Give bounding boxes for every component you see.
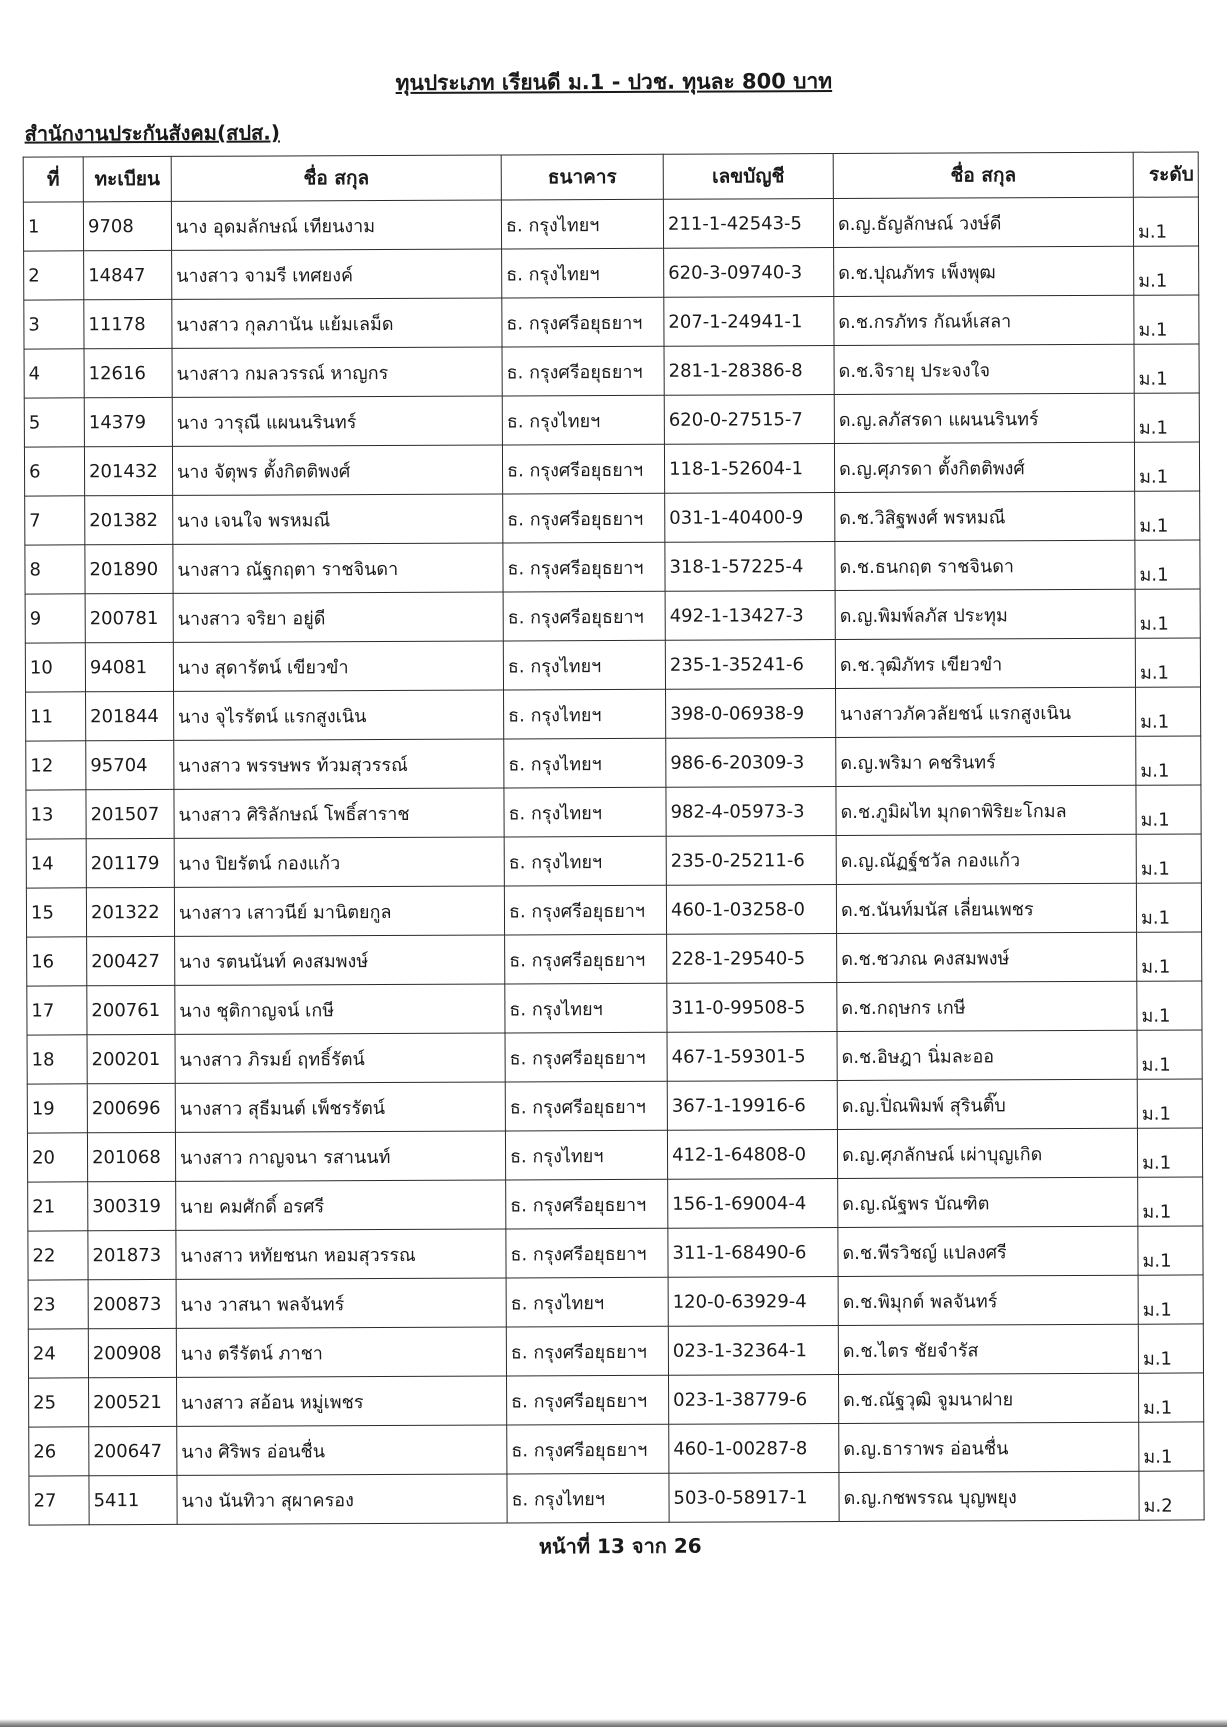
account-number-cell: 311-0-99508-5	[667, 983, 837, 1033]
bank-name-cell: ธ. กรุงศรีอยุธยาฯ	[506, 1179, 668, 1229]
table-row	[29, 1471, 1204, 1525]
table-row	[25, 638, 1200, 692]
bank-name-cell: ธ. กรุงไทยฯ	[506, 1277, 668, 1327]
row-number-cell: 1	[23, 202, 83, 251]
table-row	[24, 442, 1199, 496]
member-name-cell: นางสาว กุลภานัน แย้มเลม็ด	[172, 298, 502, 348]
member-name-cell: นาง ปิยรัตน์ กองแก้ว	[174, 837, 504, 887]
table-row	[24, 295, 1199, 349]
account-number-cell: 031-1-40400-9	[665, 493, 835, 543]
account-number-cell: 460-1-00287-8	[669, 1424, 839, 1474]
member-name-cell: นางสาว สอ้อน หมู่เพชร	[177, 1376, 507, 1426]
bank-name-cell: ธ. กรุงศรีอยุธยาฯ	[506, 1228, 668, 1278]
member-name-cell: นาง ตรีรัตน์ ภาชา	[176, 1327, 506, 1377]
table-row	[26, 834, 1201, 888]
student-name-cell: ด.ญ.ธาราพร อ่อนชื่น	[839, 1422, 1139, 1472]
row-number-cell: 17	[27, 986, 87, 1035]
registration-number-cell: 200761	[87, 985, 175, 1034]
row-number-cell: 24	[28, 1329, 88, 1378]
account-number-cell: 620-3-09740-3	[664, 248, 834, 298]
bank-name-cell: ธ. กรุงศรีอยุธยาฯ	[505, 934, 667, 984]
row-number-cell: 16	[27, 937, 87, 986]
registration-number-cell: 201890	[85, 544, 173, 593]
table-row	[29, 1422, 1204, 1476]
organization-heading: สำนักงานประกันสังคม(สปส.)	[24, 120, 281, 146]
registration-number-cell: 14379	[84, 397, 172, 446]
bank-name-cell: ธ. กรุงศรีอยุธยาฯ	[502, 444, 664, 494]
registration-number-cell: 201873	[88, 1230, 176, 1279]
member-name-cell: นาง นันทิวา สุผาครอง	[177, 1474, 507, 1524]
registration-number-cell: 9708	[83, 201, 171, 250]
member-name-cell: นางสาว เสาวนีย์ มานิตยกูล	[174, 886, 504, 936]
member-name-cell: นาง วารุณี แผนนรินทร์	[172, 396, 502, 446]
grade-level-cell: ม.1	[1133, 197, 1198, 246]
page-number-footer: หน้าที่ 13 จาก 26	[538, 1533, 702, 1559]
bank-name-cell: ธ. กรุงศรีอยุธยาฯ	[503, 591, 665, 641]
table-row	[26, 883, 1201, 937]
student-name-cell: ด.ช.ณัฐวุฒิ จูมนาฝาย	[838, 1373, 1138, 1423]
account-number-cell: 620-0-27515-7	[664, 395, 834, 445]
grade-level-cell: ม.1	[1135, 638, 1200, 687]
student-name-cell: ด.ช.วิสิฐพงศ์ พรหมณี	[835, 491, 1135, 541]
registration-number-cell: 201844	[86, 691, 174, 740]
member-name-cell: นาง อุดมลักษณ์ เทียนงาม	[171, 200, 501, 250]
account-number-cell: 281-1-28386-8	[664, 346, 834, 396]
account-number-cell: 207-1-24941-1	[664, 297, 834, 347]
member-name-cell: นาง เจนใจ พรหมณี	[173, 494, 503, 544]
member-name-cell: นางสาว จามรี เทศยงค์	[172, 249, 502, 299]
student-name-cell: ด.ช.จิรายุ ประจงใจ	[834, 344, 1134, 394]
table-row	[26, 736, 1201, 790]
bank-name-cell: ธ. กรุงไทยฯ	[503, 640, 665, 690]
table-row	[26, 687, 1201, 741]
member-name-cell: นาง จัตุพร ตั้งกิตติพงศ์	[172, 445, 502, 495]
member-name-cell: นาง รตนนันท์ คงสมพงษ์	[175, 935, 505, 985]
grade-level-cell: ม.1	[1137, 1079, 1202, 1128]
grade-level-cell: ม.1	[1135, 589, 1200, 638]
bank-name-cell: ธ. กรุงศรีอยุธยาฯ	[506, 1326, 668, 1376]
student-name-cell: ด.ญ.ลภัสรดา แผนนรินทร์	[834, 393, 1134, 443]
header-member-name: ชื่อ สกุล	[171, 155, 501, 201]
row-number-cell: 13	[26, 790, 86, 839]
registration-number-cell: 200521	[89, 1377, 177, 1426]
row-number-cell: 14	[26, 839, 86, 888]
header-student-name: ชื่อ สกุล	[833, 152, 1133, 198]
member-name-cell: นาง จุไรรัตน์ แรกสูงเนิน	[174, 690, 504, 740]
row-number-cell: 20	[27, 1133, 87, 1182]
student-name-cell: ด.ญ.ณัฐพร บัณฑิต	[838, 1177, 1138, 1227]
bank-name-cell: ธ. กรุงศรีอยุธยาฯ	[507, 1424, 669, 1474]
member-name-cell: นางสาว จริยา อยู่ดี	[173, 592, 503, 642]
registration-number-cell: 12616	[84, 348, 172, 397]
row-number-cell: 4	[24, 349, 84, 398]
table-row	[25, 540, 1200, 594]
row-number-cell: 5	[24, 398, 84, 447]
row-number-cell: 23	[28, 1280, 88, 1329]
grade-level-cell: ม.1	[1138, 1275, 1203, 1324]
row-number-cell: 2	[24, 251, 84, 300]
student-name-cell: ด.ช.ปุณภัทร เพ็งพุฒ	[834, 246, 1134, 296]
account-number-cell: 023-1-32364-1	[668, 1326, 838, 1376]
member-name-cell: นางสาว พรรษพร ท้วมสุวรรณ์	[174, 739, 504, 789]
bank-name-cell: ธ. กรุงไทยฯ	[507, 1473, 669, 1523]
account-number-cell: 460-1-03258-0	[666, 885, 836, 935]
bank-name-cell: ธ. กรุงไทยฯ	[505, 1130, 667, 1180]
table-row	[25, 589, 1200, 643]
student-name-cell: ด.ญ.ปิ่ณพิมพ์ สุรินติ๊บ	[837, 1079, 1137, 1129]
member-name-cell: นาง ชุติกาญจน์ เกษี	[175, 984, 505, 1034]
member-name-cell: นางสาว สุธีมนต์ เพ็ชรรัตน์	[175, 1082, 505, 1132]
bank-name-cell: ธ. กรุงไทยฯ	[504, 836, 666, 886]
grade-level-cell: ม.1	[1136, 736, 1201, 785]
document-title: ทุนประเภท เรียนดี ม.1 - ปวช. ทุนละ 800 บาท	[395, 69, 833, 95]
row-number-cell: 15	[26, 888, 86, 937]
row-number-cell: 8	[25, 545, 85, 594]
member-name-cell: นางสาว ภิรมย์ ฤทธิ์รัตน์	[175, 1033, 505, 1083]
registration-number-cell: 94081	[85, 642, 173, 691]
bank-name-cell: ธ. กรุงไทยฯ	[502, 395, 664, 445]
student-name-cell: ด.ญ.พริมา คชรินทร์	[836, 736, 1136, 786]
table-row	[24, 246, 1199, 300]
account-number-cell: 492-1-13427-3	[665, 591, 835, 641]
account-number-cell: 398-0-06938-9	[666, 689, 836, 739]
grade-level-cell: ม.1	[1137, 932, 1202, 981]
account-number-cell: 311-1-68490-6	[668, 1228, 838, 1278]
bank-name-cell: ธ. กรุงศรีอยุธยาฯ	[503, 493, 665, 543]
member-name-cell: นาย คมศักดิ์ อรศรี	[176, 1180, 506, 1230]
row-number-cell: 21	[28, 1182, 88, 1231]
table-row	[27, 1030, 1202, 1084]
table-row	[27, 981, 1202, 1035]
account-number-cell: 986-6-20309-3	[666, 738, 836, 788]
bank-name-cell: ธ. กรุงศรีอยุธยาฯ	[505, 1032, 667, 1082]
table-row	[27, 1079, 1202, 1133]
student-name-cell: ด.ญ.ศุภลักษณ์ เผ่าบุญเกิด	[837, 1128, 1137, 1178]
bank-name-cell: ธ. กรุงศรีอยุธยาฯ	[504, 885, 666, 935]
table-row	[27, 932, 1202, 986]
member-name-cell: นาง ศิริพร อ่อนชื่น	[177, 1425, 507, 1475]
grade-level-cell: ม.1	[1137, 981, 1202, 1030]
member-name-cell: นางสาว ณัฐกฤตา ราชจินดา	[173, 543, 503, 593]
row-number-cell: 7	[25, 496, 85, 545]
registration-number-cell: 201179	[86, 838, 174, 887]
bank-name-cell: ธ. กรุงไทยฯ	[504, 689, 666, 739]
header-no: ที่	[23, 157, 83, 202]
account-number-cell: 318-1-57225-4	[665, 542, 835, 592]
grade-level-cell: ม.1	[1134, 442, 1199, 491]
header-account-number: เลขบัญชี	[663, 154, 833, 200]
bank-name-cell: ธ. กรุงไทยฯ	[504, 738, 666, 788]
student-name-cell: ด.ช.วุฒิภัทร เขียวขำ	[835, 638, 1135, 688]
registration-number-cell: 201432	[84, 446, 172, 495]
bank-name-cell: ธ. กรุงไทยฯ	[501, 199, 663, 249]
bank-name-cell: ธ. กรุงศรีอยุธยาฯ	[503, 542, 665, 592]
bank-name-cell: ธ. กรุงศรีอยุธยาฯ	[502, 346, 664, 396]
account-number-cell: 412-1-64808-0	[667, 1130, 837, 1180]
table-row	[28, 1324, 1203, 1378]
student-name-cell: ด.ญ.พิมพ์ลภัส ประทุม	[835, 589, 1135, 639]
grade-level-cell: ม.1	[1138, 1226, 1203, 1275]
student-name-cell: ด.ช.อิษฎา นิ่มละออ	[837, 1030, 1137, 1080]
grade-level-cell: ม.1	[1138, 1177, 1203, 1226]
row-number-cell: 25	[29, 1378, 89, 1427]
header-level: ระดับ	[1133, 152, 1198, 197]
student-name-cell: ด.ช.ภูมิผไท มุกดาพิริยะโกมล	[836, 785, 1136, 835]
bank-name-cell: ธ. กรุงไทยฯ	[504, 787, 666, 837]
registration-number-cell: 95704	[86, 740, 174, 789]
table-row	[23, 197, 1198, 251]
account-number-cell: 982-4-05973-3	[666, 787, 836, 837]
member-name-cell: นาง สุดารัตน์ เขียวขำ	[173, 641, 503, 691]
student-name-cell: ด.ช.ชวภณ คงสมพงษ์	[837, 932, 1137, 982]
registration-number-cell: 201382	[85, 495, 173, 544]
grade-level-cell: ม.1	[1136, 687, 1201, 736]
student-name-cell: ด.ช.กรภัทร กัณห์เสลา	[834, 295, 1134, 345]
student-name-cell: ด.ญ.ธัญลักษณ์ วงษ์ดี	[833, 197, 1133, 247]
table-row	[29, 1373, 1204, 1427]
scholarship-table	[23, 151, 1205, 1525]
registration-number-cell: 201322	[86, 887, 174, 936]
account-number-cell: 228-1-29540-5	[667, 934, 837, 984]
row-number-cell: 10	[25, 643, 85, 692]
header-registration: ทะเบียน	[83, 156, 171, 201]
grade-level-cell: ม.1	[1134, 344, 1199, 393]
member-name-cell: นางสาว กมลวรรณ์ หาญกร	[172, 347, 502, 397]
member-name-cell: นางสาว ศิริลักษณ์ โพธิ์สาราช	[174, 788, 504, 838]
header-bank: ธนาคาร	[501, 154, 663, 200]
registration-number-cell: 5411	[89, 1475, 177, 1524]
member-name-cell: นาง วาสนา พลจันทร์	[176, 1278, 506, 1328]
grade-level-cell: ม.1	[1134, 295, 1199, 344]
registration-number-cell: 300319	[88, 1181, 176, 1230]
registration-number-cell: 200427	[87, 936, 175, 985]
registration-number-cell: 14847	[84, 250, 172, 299]
grade-level-cell: ม.1	[1138, 1324, 1203, 1373]
table-row	[28, 1275, 1203, 1329]
row-number-cell: 11	[26, 692, 86, 741]
grade-level-cell: ม.1	[1137, 1030, 1202, 1079]
registration-number-cell: 200873	[88, 1279, 176, 1328]
table-row	[28, 1177, 1203, 1231]
student-name-cell: ด.ญ.ณัฏฐ์ชวัล กองแก้ว	[836, 834, 1136, 884]
grade-level-cell: ม.2	[1139, 1471, 1204, 1520]
grade-level-cell: ม.1	[1139, 1422, 1204, 1471]
bank-name-cell: ธ. กรุงศรีอยุธยาฯ	[502, 297, 664, 347]
student-name-cell: ด.ญ.ศุภรดา ตั้งกิตติพงศ์	[834, 442, 1134, 492]
account-number-cell: 156-1-69004-4	[668, 1179, 838, 1229]
registration-number-cell: 200781	[85, 593, 173, 642]
account-number-cell: 023-1-38779-6	[669, 1375, 839, 1425]
row-number-cell: 6	[24, 447, 84, 496]
student-name-cell: ด.ช.พีรวิชญ์ แปลงศรี	[838, 1226, 1138, 1276]
account-number-cell: 467-1-59301-5	[667, 1032, 837, 1082]
grade-level-cell: ม.1	[1134, 246, 1199, 295]
grade-level-cell: ม.1	[1136, 883, 1201, 932]
grade-level-cell: ม.1	[1138, 1373, 1203, 1422]
account-number-cell: 367-1-19916-6	[667, 1081, 837, 1131]
member-name-cell: นางสาว กาญจนา รสานนท์	[175, 1131, 505, 1181]
student-name-cell: ด.ช.ไตร ชัยจำรัส	[838, 1324, 1138, 1374]
student-name-cell: ด.ช.กฤษกร เกษี	[837, 981, 1137, 1031]
account-number-cell: 235-0-25211-6	[666, 836, 836, 886]
student-name-cell: ด.ช.นันท์มนัส เลี่ยนเพชร	[836, 883, 1136, 933]
table-body	[23, 197, 1204, 1525]
row-number-cell: 3	[24, 300, 84, 349]
registration-number-cell: 200647	[89, 1426, 177, 1475]
grade-level-cell: ม.1	[1137, 1128, 1202, 1177]
row-number-cell: 18	[27, 1035, 87, 1084]
table-header-row	[23, 152, 1198, 202]
row-number-cell: 9	[25, 594, 85, 643]
grade-level-cell: ม.1	[1135, 540, 1200, 589]
row-number-cell: 19	[27, 1084, 87, 1133]
row-number-cell: 22	[28, 1231, 88, 1280]
table-row	[25, 491, 1200, 545]
student-name-cell: ด.ช.พิมุกต์ พลจันทร์	[838, 1275, 1138, 1325]
member-name-cell: นางสาว หทัยชนก หอมสุวรรณ	[176, 1229, 506, 1279]
table-row	[27, 1128, 1202, 1182]
account-number-cell: 211-1-42543-5	[663, 199, 833, 249]
registration-number-cell: 11178	[84, 299, 172, 348]
table-row	[28, 1226, 1203, 1280]
bank-name-cell: ธ. กรุงศรีอยุธยาฯ	[507, 1375, 669, 1425]
bank-name-cell: ธ. กรุงไทยฯ	[502, 248, 664, 298]
student-name-cell: ด.ญ.กชพรรณ บุญพยุง	[839, 1471, 1139, 1521]
account-number-cell: 120-0-63929-4	[668, 1277, 838, 1327]
row-number-cell: 27	[29, 1476, 89, 1525]
account-number-cell: 118-1-52604-1	[664, 444, 834, 494]
bank-name-cell: ธ. กรุงศรีอยุธยาฯ	[505, 1081, 667, 1131]
table-row	[26, 785, 1201, 839]
registration-number-cell: 200908	[88, 1328, 176, 1377]
student-name-cell: ด.ช.ธนกฤต ราชจินดา	[835, 540, 1135, 590]
row-number-cell: 26	[29, 1427, 89, 1476]
registration-number-cell: 201068	[87, 1132, 175, 1181]
grade-level-cell: ม.1	[1134, 393, 1199, 442]
grade-level-cell: ม.1	[1135, 491, 1200, 540]
grade-level-cell: ม.1	[1136, 834, 1201, 883]
student-name-cell: นางสาวภัควลัยชน์ แรกสูงเนิน	[836, 687, 1136, 737]
account-number-cell: 503-0-58917-1	[669, 1473, 839, 1523]
registration-number-cell: 201507	[86, 789, 174, 838]
grade-level-cell: ม.1	[1136, 785, 1201, 834]
account-number-cell: 235-1-35241-6	[665, 640, 835, 690]
bank-name-cell: ธ. กรุงไทยฯ	[505, 983, 667, 1033]
registration-number-cell: 200696	[87, 1083, 175, 1132]
scan-edge-shadow	[0, 1719, 1227, 1727]
table-row	[24, 344, 1199, 398]
registration-number-cell: 200201	[87, 1034, 175, 1083]
row-number-cell: 12	[26, 741, 86, 790]
table-row	[24, 393, 1199, 447]
